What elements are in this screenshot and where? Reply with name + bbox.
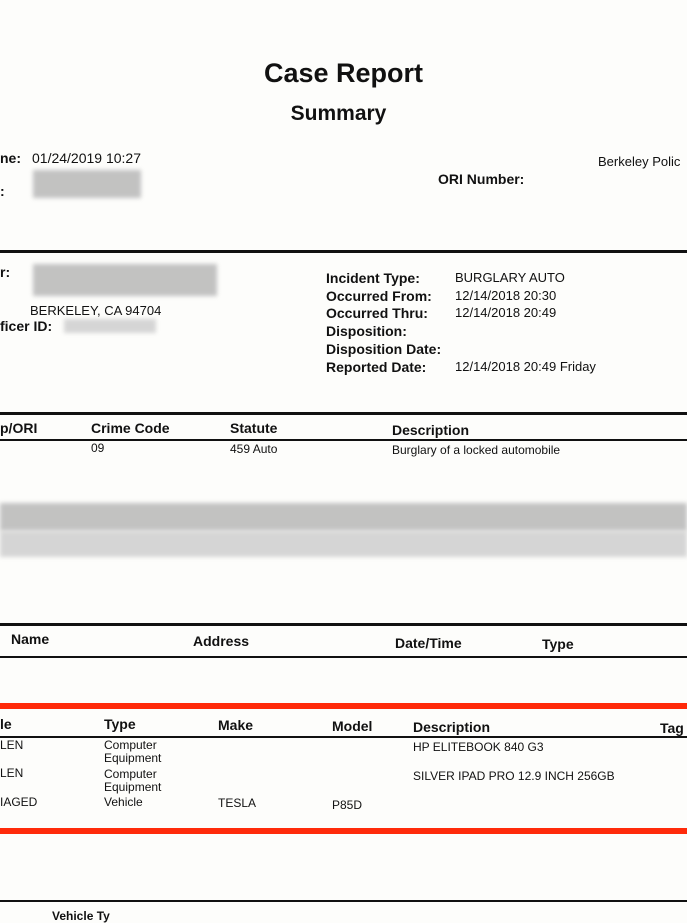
persons-col-name: Name <box>11 631 50 647</box>
section-divider <box>0 623 687 626</box>
property-col-tag: Tag <box>660 720 684 736</box>
address-label: r: <box>0 264 11 280</box>
table-header-rule <box>0 656 687 658</box>
reported-date-label: Reported Date: <box>326 359 427 375</box>
page-subtitle: Summary <box>290 102 387 125</box>
incident-type-label: Incident Type: <box>326 270 420 286</box>
occurred-thru-value: 12/14/2018 20:49 <box>455 305 557 320</box>
offense-col-statute: Statute <box>230 420 278 436</box>
property-status: LEN <box>0 738 24 752</box>
property-type: Computer <box>104 767 157 781</box>
city-state-zip: BERKELEY, CA 94704 <box>30 303 162 318</box>
offense-col-ori: p/ORI <box>0 420 38 436</box>
redacted-band <box>0 531 687 557</box>
property-description: HP ELITEBOOK 840 G3 <box>413 740 544 754</box>
incident-type-value: BURGLARY AUTO <box>455 270 565 285</box>
occurred-from-value: 12/14/2018 20:30 <box>455 288 557 303</box>
vehicle-type-label: Vehicle Ty <box>52 909 110 923</box>
occurred-from-label: Occurred From: <box>326 288 432 304</box>
page-title: Case Report <box>263 58 424 88</box>
property-col-status: le <box>0 716 12 732</box>
property-make: TESLA <box>218 796 257 810</box>
property-type: Vehicle <box>104 795 143 809</box>
report-date-value: 01/24/2019 10:27 <box>32 150 141 166</box>
redacted-field-label: : <box>0 183 5 199</box>
redacted-officer-id <box>64 319 156 333</box>
property-status: IAGED <box>0 795 38 809</box>
persons-col-address: Address <box>193 633 250 649</box>
officer-id-label: ficer ID: <box>0 318 53 334</box>
persons-col-type: Type <box>542 636 574 652</box>
occurred-thru-label: Occurred Thru: <box>326 305 428 321</box>
offense-crime-code: 09 <box>91 441 105 455</box>
property-type-cont: Equipment <box>104 780 162 794</box>
report-date-label: ne: <box>0 150 21 166</box>
agency-name: Berkeley Polic <box>598 154 681 169</box>
section-divider <box>0 900 687 902</box>
property-model: P85D <box>332 798 363 812</box>
property-status: LEN <box>0 766 24 780</box>
redacted-address <box>33 264 217 296</box>
property-col-make: Make <box>218 717 254 733</box>
disposition-date-label: Disposition Date: <box>326 341 442 357</box>
offense-col-crime-code: Crime Code <box>91 420 170 436</box>
property-col-model: Model <box>332 718 373 734</box>
ori-number-label: ORI Number: <box>438 171 525 187</box>
offense-col-description: Description <box>392 422 470 438</box>
highlight-rule-top <box>0 703 687 709</box>
redacted-band <box>0 503 687 531</box>
offense-description: Burglary of a locked automobile <box>392 443 561 457</box>
property-description: SILVER IPAD PRO 12.9 INCH 256GB <box>413 769 615 783</box>
section-divider <box>0 412 687 415</box>
property-col-description: Description <box>413 719 491 735</box>
disposition-label: Disposition: <box>326 323 407 339</box>
property-type: Computer <box>104 738 157 752</box>
section-divider <box>0 250 687 253</box>
property-type-cont: Equipment <box>104 751 162 765</box>
redacted-block <box>33 170 141 198</box>
reported-date-value: 12/14/2018 20:49 Friday <box>455 359 596 374</box>
property-col-type: Type <box>104 716 136 732</box>
offense-statute: 459 Auto <box>230 442 278 456</box>
persons-col-datetime: Date/Time <box>395 635 462 651</box>
highlight-rule-bottom <box>0 828 687 834</box>
